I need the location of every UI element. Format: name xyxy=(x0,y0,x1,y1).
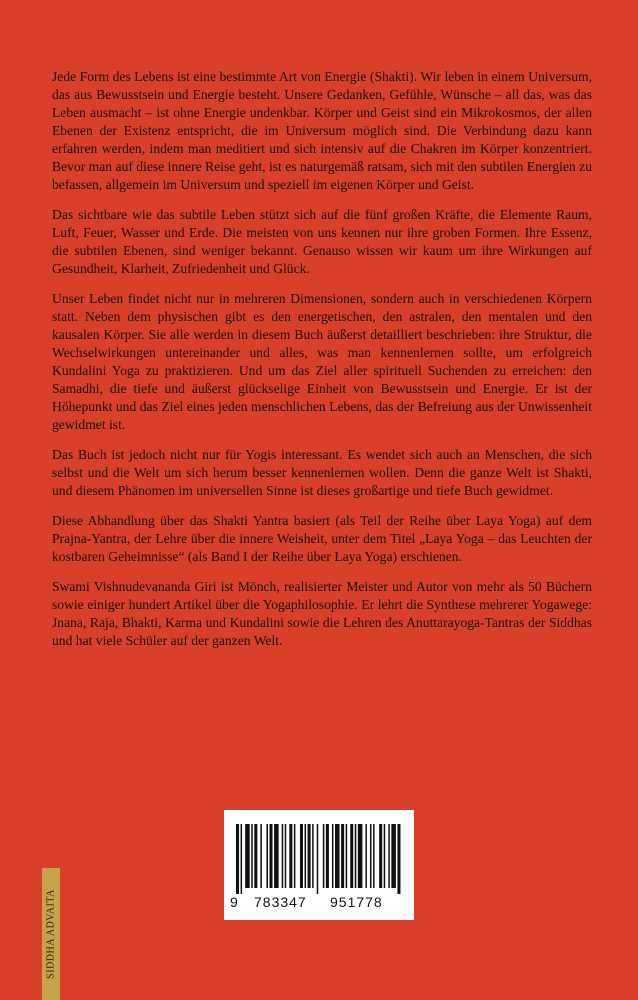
paragraph-1: Jede Form des Lebens ist eine bestimmte Art von Energie (Shakti). Wir leben in einem Universum, das aus Bewusstsein und Energie besteht. Unsere Gedanken, Gefühle, Wünsche – all das, was das Leben ausmacht – ist ohne Energie undenkbar. Körper und Geist sind ein Mikrokosmos, der allen Ebenen der Existenz entspricht, die im Universum möglich sind. Die Verbindung dazu kann erfahren werden, indem man meditiert und sich intensiv auf die Chakren im Körper konzentriert. Bevor man auf diese innere Reise geht, ist es naturgemäß ratsam, sich mit den subtilen Energien zu befassen, allgemein im Universum und speziell im eigenen Körper und Geist. xyxy=(52,69,592,192)
paragraph-3: Unser Leben findet nicht nur in mehreren Dimensionen, sondern auch in verschiedenen Körpern statt. Neben dem physischen gibt es den energetischen, den astralen, den mentalen und den kausalen Körper. Sie alle werden in diesem Buch äußerst detailliert beschrieben: ihre Struktur, die Wechselwirkungen untereinander und alles, was man kennenlernen sollte, um erfolgreich Kundalini Yoga zu praktizieren. Und um das Ziel aller spirituell Suchenden zu erreichen: den Samadhi, die tiefe und äußerst glückselige Einheit von Bewusstsein und Energie. Er ist der Höhepunkt und das Ziel eines jeden menschlichen Lebens, das der Befreiung aus der Unwissenheit gewidmet ist. xyxy=(52,291,592,432)
barcode-bars xyxy=(236,824,402,894)
barcode-bar xyxy=(274,824,279,888)
barcode-bar xyxy=(285,824,287,888)
barcode-bar xyxy=(397,824,400,894)
barcode-number xyxy=(224,894,414,914)
barcode-bar xyxy=(323,824,325,888)
paragraph-2: Das sichtbare wie das subtile Leben stützt sich auf die fünf großen Kräfte, die Elemente Raum, Luft, Feuer, Wasser und Erde. Die meisten von uns kennen nur ihre groben Formen. Ihre Essenz, die subtilen Ebenen, sind weniger bekannt. Genauso wissen wir kaum um ihre Wirkungen auf Gesundheit, Klarheit, Zufriedenheit und Glück. xyxy=(52,207,592,276)
paragraph-4: Das Buch ist jedoch nicht nur für Yogis interessant. Es wendet sich auch an Menschen, die sich selbst und die Welt um sich herum besser kennenlernen wollen. Denn die ganze Welt ist Shakti, und diesem Phänomen im universellen Sinne ist dieses großartige und tiefe Buch gewidmet. xyxy=(52,447,592,498)
barcode-bar xyxy=(270,824,273,888)
barcode-bar xyxy=(373,824,375,888)
barcode-bar xyxy=(326,824,329,888)
barcode-bar xyxy=(388,824,390,888)
barcode-bar xyxy=(346,824,348,888)
barcode-bar xyxy=(266,824,268,888)
paragraph-6: Swami Vishnudevananda Giri ist Mönch, realisierter Meister und Autor von mehr als 50 Büchern sowie einiger hundert Artikel über die Yogaphilosophie. Er lehrt die Synthese mehrerer Yogawege: Jnana, Raja, Bhakti, Karma und Kundalini sowie die Lehren des Anuttarayoga-Tantras der Siddhas und hat viele Schüler auf der ganzen Welt. xyxy=(52,579,592,648)
barcode-bar xyxy=(317,824,319,894)
barcode-bar xyxy=(289,824,292,888)
barcode-bar xyxy=(365,824,367,888)
spine-logo xyxy=(42,868,60,1000)
spine-label: SIDDHA ADVAITA xyxy=(45,889,57,979)
barcode-bar xyxy=(312,824,314,888)
barcode-bar xyxy=(251,824,253,888)
barcode-bar xyxy=(245,824,250,888)
barcode-bar xyxy=(300,824,303,888)
barcode-bar xyxy=(358,824,363,888)
barcode-bar xyxy=(254,824,257,888)
barcode xyxy=(224,810,414,920)
barcode-bar xyxy=(355,824,357,888)
barcode-bar xyxy=(236,824,239,894)
barcode-bar xyxy=(379,824,382,888)
barcode-digits-left: 783347 xyxy=(254,894,307,910)
barcode-bar xyxy=(260,824,262,888)
barcode-bar xyxy=(308,824,311,888)
barcode-bar xyxy=(241,824,243,894)
barcode-digit-first: 9 xyxy=(230,894,238,910)
barcode-bar xyxy=(282,824,284,888)
barcode-bar xyxy=(391,824,396,888)
barcode-bar xyxy=(350,824,353,888)
paragraph-5: Diese Abhandlung über das Shakti Yantra basiert (als Teil der Reihe über Laya Yoga) auf dem Prajna-Yantra, der Lehre über die innere Weisheit, unter dem Titel „Laya Yoga – das Leuchten der kostbaren Geheimnisse“ (als Band I der Reihe über Laya Yoga) erschienen. xyxy=(52,513,592,564)
barcode-bar xyxy=(335,824,340,888)
barcode-bar xyxy=(332,824,334,888)
barcode-bar xyxy=(305,824,307,888)
barcode-bar xyxy=(384,824,386,888)
barcode-digits-right: 951778 xyxy=(330,894,383,910)
barcode-bar xyxy=(370,824,372,888)
blurb-text xyxy=(52,68,592,662)
barcode-bar xyxy=(294,824,296,888)
barcode-bar xyxy=(341,824,344,888)
